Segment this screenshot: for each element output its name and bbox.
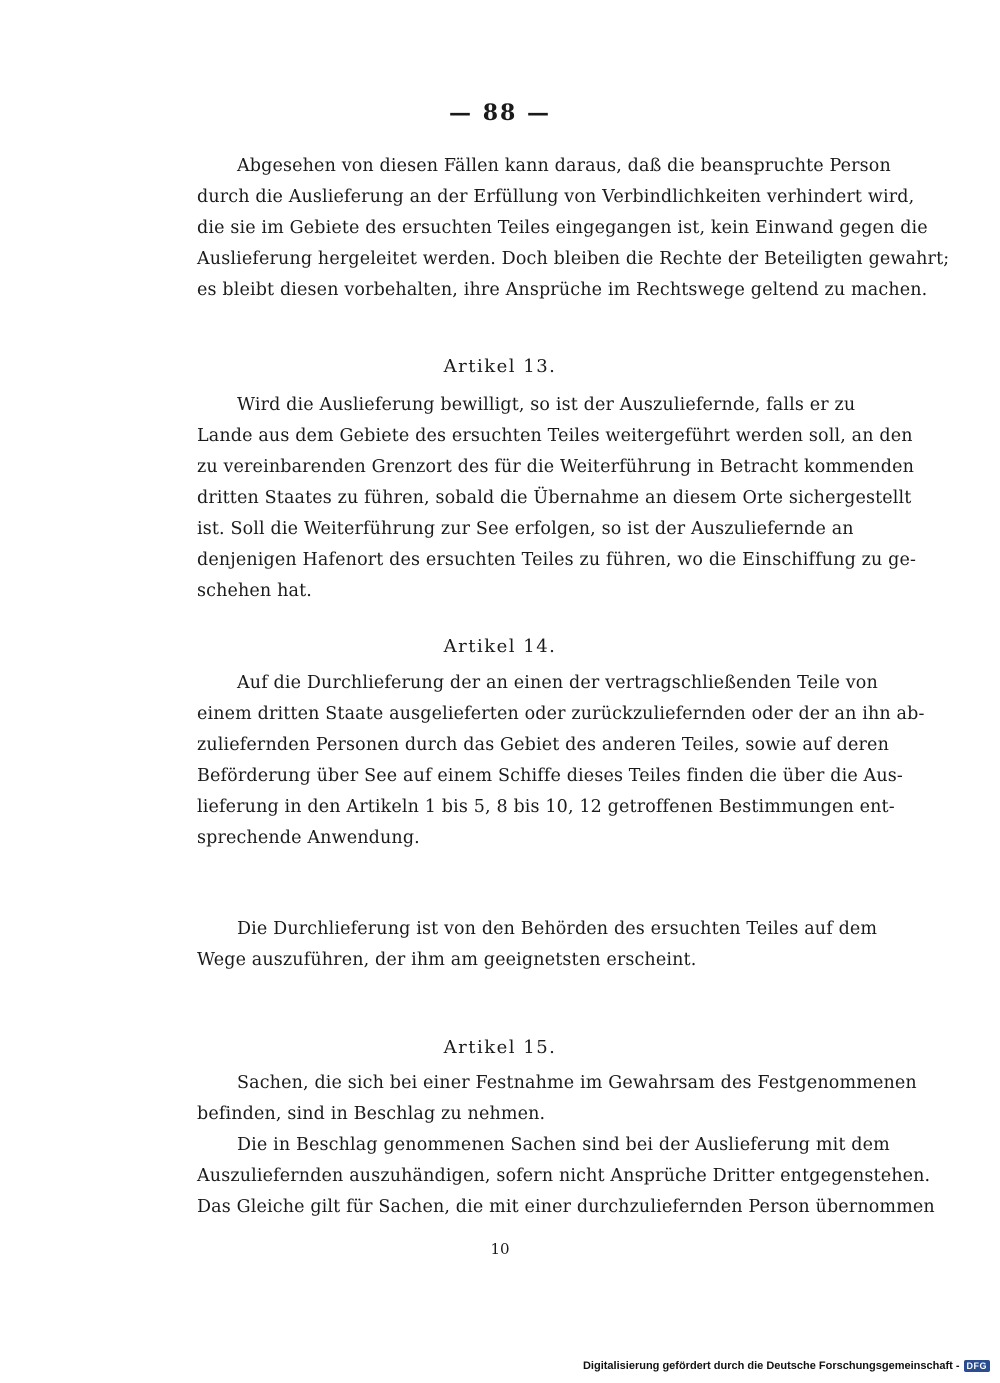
text-line: schehen hat. xyxy=(197,581,312,601)
text-line: Lande aus dem Gebiete des ersuchten Teiles weitergeführt werden soll, an den xyxy=(197,426,913,446)
article-13-paragraph xyxy=(197,390,917,607)
text-line: zu vereinbarenden Grenzort des für die Weiterführung in Betracht kommenden xyxy=(197,457,915,477)
text-line: Wird die Auslieferung bewilligt, so ist der Auszuliefernde, falls er zu xyxy=(237,395,856,415)
text-line: es bleibt diesen vorbehalten, ihre Ansprüche im Rechtswege geltend zu machen. xyxy=(197,280,928,300)
article-13-heading: Artikel 13. xyxy=(443,356,557,377)
article-15-heading: Artikel 15. xyxy=(443,1037,557,1058)
text-line: dritten Staates zu führen, sobald die Übernahme an diesem Orte sichergestellt xyxy=(197,488,912,508)
page-number: — 88 — xyxy=(449,100,551,126)
digitization-note: Digitalisierung gefördert durch die Deutsche Forschungsgemeinschaft - xyxy=(582,1360,960,1372)
text-line: befinden, sind in Beschlag zu nehmen. xyxy=(197,1104,546,1124)
article-14-heading: Artikel 14. xyxy=(443,636,557,657)
intro-paragraph xyxy=(197,151,950,306)
text-line: durch die Auslieferung an der Erfüllung von Verbindlichkeiten verhindert wird, xyxy=(197,187,915,207)
text-line: zuliefernden Personen durch das Gebiet des anderen Teiles, sowie auf deren xyxy=(197,735,889,755)
text-line: Die Durchlieferung ist von den Behörden des ersuchten Teiles auf dem xyxy=(237,919,878,939)
dfg-logo-icon: DFG xyxy=(964,1360,991,1372)
text-line: Wege auszuführen, der ihm am geeignetsten erscheint. xyxy=(197,950,697,970)
text-line: sprechende Anwendung. xyxy=(197,828,420,848)
article-14-paragraph xyxy=(197,668,925,854)
text-line: die sie im Gebiete des ersuchten Teiles eingegangen ist, kein Einwand gegen die xyxy=(197,218,928,238)
text-line: Auszuliefernden auszuhändigen, sofern nicht Ansprüche Dritter entgegenstehen. xyxy=(197,1166,931,1186)
text-line: ist. Soll die Weiterführung zur See erfolgen, so ist der Auszuliefernde an xyxy=(197,519,854,539)
text-line: Abgesehen von diesen Fällen kann daraus, daß die beanspruchte Person xyxy=(237,156,891,176)
text-line: Auf die Durchlieferung der an einen der vertragschließenden Teile von xyxy=(237,673,878,693)
text-line: einem dritten Staate ausgelieferten oder zurückzuliefernden oder der an ihn ab- xyxy=(197,704,925,724)
text-line: Sachen, die sich bei einer Festnahme im Gewahrsam des Festgenommenen xyxy=(237,1073,917,1093)
text-line: denjenigen Hafenort des ersuchten Teiles zu führen, wo die Einschiffung zu ge- xyxy=(197,550,917,570)
text-line: Auslieferung hergeleitet werden. Doch bleiben die Rechte der Beteiligten gewahrt; xyxy=(197,249,950,269)
article-15-paragraph xyxy=(197,1068,917,1130)
text-line: Das Gleiche gilt für Sachen, die mit einer durchzuliefernden Person übernommen xyxy=(197,1197,935,1217)
text-line: Beförderung über See auf einem Schiffe dieses Teiles finden die über die Aus- xyxy=(197,766,903,786)
digitization-footer xyxy=(583,1359,990,1373)
text-line: lieferung in den Artikeln 1 bis 5, 8 bis 10, 12 getroffenen Bestimmungen ent- xyxy=(197,797,895,817)
folio-number: 10 xyxy=(490,1240,510,1258)
article-15-second-paragraph xyxy=(197,1130,935,1223)
text-line: Die in Beschlag genommenen Sachen sind bei der Auslieferung mit dem xyxy=(237,1135,890,1155)
article-14-second-paragraph xyxy=(197,914,878,976)
